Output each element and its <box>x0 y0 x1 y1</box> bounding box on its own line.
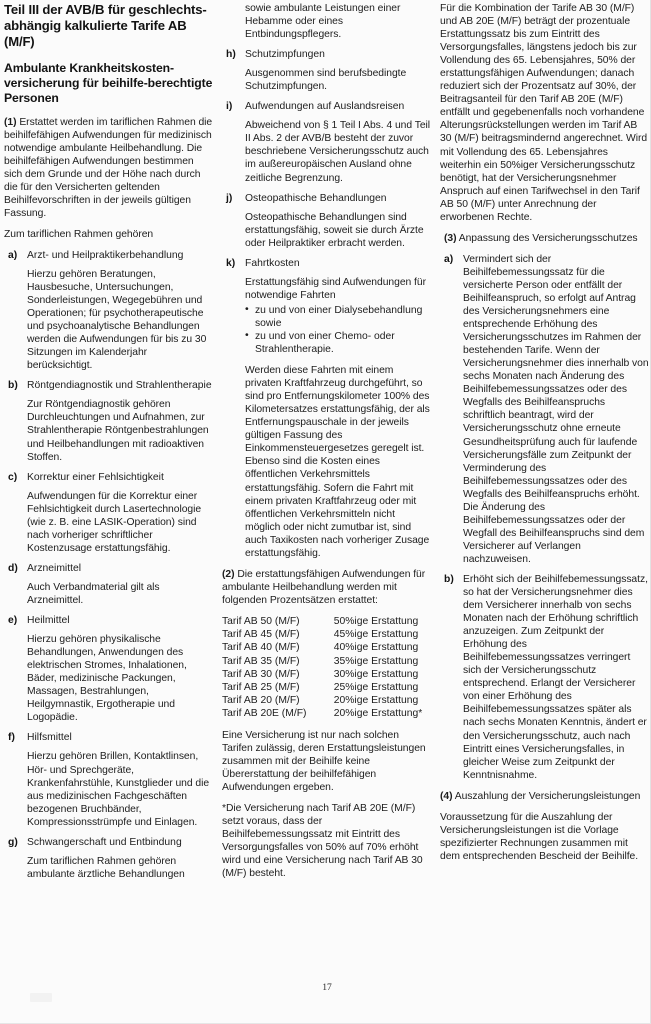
table-row <box>222 615 431 628</box>
tariff-rate: 25%ige Erstattung <box>333 681 419 693</box>
list-item-body: Hierzu gehören Beratungen, Hausbesuche, Untersuchungen, Sonderleistungen, Wegegebühren und Operationen; für psychotherapeutische und psychoanalytische Behandlungen werden die Aufwendungen für bis zu 30 Sitzungen im Kalenderjahr berücksichtigt. <box>27 268 207 372</box>
column-three <box>440 2 650 888</box>
list-item <box>4 249 213 372</box>
page-content-area <box>4 2 650 1002</box>
tariff-name: Tarif AB 20 (M/F) <box>222 695 300 707</box>
list-marker: g) <box>8 836 18 848</box>
tariff-rate: 45%ige Erstattung <box>333 629 419 641</box>
tariff-name: Tarif AB 45 (M/F) <box>222 629 300 641</box>
three-column-layout <box>4 2 650 888</box>
list-marker: i) <box>226 101 233 113</box>
list-item-heading: Fahrtkosten <box>245 257 300 269</box>
list-item: • zu und von einer Dialysebehandlung sowie <box>245 304 431 330</box>
list-marker: k) <box>226 257 236 269</box>
paragraph-4-text: Auszahlung der Versicherungsleistungen <box>452 790 641 802</box>
page-title: Teil III der AVB/B für geschlechts-abhängig kalkulierte Tarife AB (M/F) <box>4 2 207 50</box>
list-item-heading: Aufwendungen auf Auslandsreisen <box>245 101 405 113</box>
tariff-rate: 40%ige Erstattung <box>333 642 419 654</box>
tariff-rate: 35%ige Erstattung <box>333 655 419 667</box>
list-item-heading: Arzt- und Heilpraktikerbehandlung <box>27 249 184 261</box>
list-item <box>4 562 213 607</box>
page-number: 17 <box>322 982 332 993</box>
column-two <box>222 2 431 888</box>
faint-artifact-mark <box>30 993 52 1002</box>
list-marker: a) <box>444 253 454 265</box>
list-item <box>4 836 213 881</box>
list-item-heading: Osteopathische Behandlungen <box>245 192 387 204</box>
list-item-body: Osteopathische Behandlungen sind erstattungsfähig, soweit sie durch Ärzte oder Heilpraktiker erbracht werden. <box>245 211 424 249</box>
tariff-scope-intro: Zum tariflichen Rahmen gehören <box>4 228 154 240</box>
table-row <box>222 628 431 641</box>
list-marker: h) <box>226 49 236 61</box>
list-item <box>222 48 431 93</box>
list-item-heading: Schwangerschaft und Entbindung <box>27 836 182 848</box>
fahrtkosten-bullet-list <box>245 304 431 356</box>
paragraph-4 <box>440 790 650 803</box>
paragraph-1-text: Erstattet werden im tariflichen Rahmen die beihilfefähigen Aufwendungen für medizinisch notwendige ambulante Heilbehandlung. Die beihilfefähigen Aufwendungen bestimmen sich dem Grunde und der Höhe nach durch die für den Versicherten geltenden Beihilfevorschriften in der jeweils gültigen Fassung. <box>4 116 213 219</box>
list-item-body: Auch Verbandmaterial gilt als Arzneimittel. <box>27 581 160 606</box>
tariff-rate: 20%ige Erstattung <box>333 695 419 707</box>
list-item <box>222 100 431 184</box>
tariff-name: Tarif AB 30 (M/F) <box>222 668 300 680</box>
table-row <box>222 694 431 707</box>
fahrtkosten-detail-text: Werden diese Fahrten mit einem privaten Kraftfahrzeug durchgeführt, so sind pro Entfernungskilometer 100% des Kilometersatzes erstattungsfähig, der als Entfernungspauschale in der jeweils gültigen Fassung des Einkommensteuergesetzes geregelt ist. Ebenso sind die Kosten eines öffentlichen Verkehrsmittels erstattungsfähig. Sofern die Fahrt mit einem privaten Kraftfahrzeug oder mit öffentlichen Verkehrsmitteln nicht möglich oder nicht zumutbar ist, sind auch Taxikosten nach vorheriger Zusage erstattungsfähig. <box>245 365 430 559</box>
list-item <box>222 192 431 250</box>
tariff-name: Tarif AB 40 (M/F) <box>222 642 300 654</box>
list-item <box>440 253 650 566</box>
footnote-text: *Die Versicherung nach Tarif AB 20E (M/F) setzt voraus, dass der Beihilfebemessungssatz mit Eintritt des Versorgungsfalles von 50% auf 70% erhöht wird und eine Versicherung nach Tarif AB 30 (M/F) besteht. <box>222 802 423 880</box>
paragraph-3 <box>440 232 650 245</box>
list-item <box>4 614 213 724</box>
table-row <box>222 707 431 720</box>
paragraph-2-text: Die erstattungsfähigen Aufwendungen für ambulante Heilbehandlung werden mit folgenden Prozentsätzen erstattet: <box>222 568 426 606</box>
list-item-body: Abweichend von § 1 Teil I Abs. 4 und Teil II Abs. 2 der AVB/B besteht der zuvor beschriebene Versicherungsschutz auch im außereuropäischen Ausland ohne zeitliche Begrenzung. <box>245 120 431 184</box>
tariff-combination-text: Für die Kombination der Tarife AB 30 (M/F) und AB 20E (M/F) beträgt der prozentuale Erstattungssatz bis zum Eintritt des Versorgungsfalles, längstens jedoch bis zur Vollendung des 65. Lebensjahres, 50% der erstattungsfähigen Aufwendungen; danach reduziert sich der Prozentsatz auf 30%, der Beitragsanteil für den Tarif AB 20E (M/F) entfällt und gegebenenfalls noch vorhandene Alterungsrückstellungen werden im Tarif AB 30 (M/F) beitragsmindernd angerechnet. Wird mit Vollendung des 65. Lebensjahres weiterhin ein 50%iger Versicherungsschutz benötigt, hat der Versicherungsnehmer Anspruch auf einen Tarifwechsel in den Tarif AB 50 (M/F) unter Anrechnung der erworbenen Rechte. <box>440 3 648 223</box>
paragraph-3-number: (3) <box>444 232 457 244</box>
continuation-block <box>222 2 431 41</box>
list-marker: c) <box>8 471 18 483</box>
list-item <box>222 257 431 560</box>
list-item-body: Aufwendungen für die Korrektur einer Fehlsichtigkeit durch Lasertechnologie (wie z. B. eine LASIK-Operation) sind nach vorheriger schriftlicher Kostenzusage erstattungsfähig. <box>27 490 202 554</box>
list-item-body: Hierzu gehören Brillen, Kontaktlinsen, Hör- und Sprechgeräte, Krankenfahrstühle, Kunstglieder und die aus medizinischen Fachgeschäften bezogenen Bruchbänder, Kompressionsstrümpfe und Einlagen. <box>27 751 210 828</box>
list-marker: e) <box>8 615 18 627</box>
continuation-text: sowie ambulante Leistungen einer Hebamme oder eines Entbindungspflegers. <box>245 3 401 41</box>
list-item-heading: Hilfsmittel <box>27 732 72 744</box>
list-item-body: Zur Röntgendiagnostik gehören Durchleuchtungen und Aufnahmen, zur Strahlentherapie Röntgenbestrahlungen und Heilbehandlungen mit radioaktiven Stoffen. <box>27 399 209 463</box>
table-row <box>222 641 431 654</box>
list-item-heading: Korrektur einer Fehlsichtigkeit <box>27 471 164 483</box>
list-item-heading: Röntgendiagnostik und Strahlentherapie <box>27 380 212 392</box>
list-item-heading: Arzneimittel <box>27 562 82 574</box>
column-one <box>4 2 213 888</box>
paragraph-2-number: (2) <box>222 568 235 580</box>
tariff-rate: 50%ige Erstattung <box>333 615 419 627</box>
tariff-name: Tarif AB 35 (M/F) <box>222 655 300 667</box>
list-marker: j) <box>226 192 233 204</box>
table-row <box>222 668 431 681</box>
list-item <box>4 379 213 463</box>
list-item <box>4 731 213 828</box>
list-marker: b) <box>8 380 18 392</box>
list-item-body: Erhöht sich der Beihilfebemessungssatz, so hat der Versicherungsnehmer dies dem Versicherer innerhalb von sechs Monaten nach der Erhöhung schriftlich anzuzeigen. Zum Zeitpunkt der Erhöhung des Beihilfebemessungssatzes verringert sich der Versicherungsschutz entsprechend. Erlangt der Versicherer von einer Erhöhung des Beihilfebemessungssatzes später als nach sechs Monaten Kenntnis, ändert er den Versicherungsschutz, auch nach Eintritt eines Versicherungsfalles, in gleicher Weise zum Zeitpunkt der Kenntnisnahme. <box>463 573 648 781</box>
tariff-name: Tarif AB 50 (M/F) <box>222 615 300 627</box>
tariff-rate: 30%ige Erstattung <box>333 668 419 680</box>
list-marker: a) <box>8 249 18 261</box>
tariff-name: Tarif AB 25 (M/F) <box>222 681 300 693</box>
list-item-heading: Schutzimpfungen <box>245 49 325 61</box>
list-item-body: Hierzu gehören physikalische Behandlungen, Anwendungen des elektrischen Stromes, Inhalationen, Bäder, medizinische Packungen, Massagen, Bestrahlungen, Heilgymnastik, Ergotherapie und Logopädie. <box>27 634 187 724</box>
list-item-body: Ausgenommen sind berufsbedingte Schutzimpfungen. <box>245 68 407 93</box>
paragraph-2 <box>222 568 431 607</box>
paragraph-1 <box>4 116 213 220</box>
list-item-body: Zum tariflichen Rahmen gehören ambulante ärztliche Behandlungen <box>27 855 185 880</box>
tariff-rate-table <box>222 615 431 721</box>
page-subtitle: Ambulante Krankheitskosten-versicherung für beihilfe-berechtigte Personen <box>4 60 213 106</box>
closing-text: Voraussetzung für die Auszahlung der Versicherungsleistungen ist die Vorlage spezifizierter Rechnungen zusammen mit dem entsprechenden Bescheid der Beihilfe. <box>440 811 639 862</box>
list-marker: d) <box>8 562 18 574</box>
list-item-heading: Heilmittel <box>27 615 70 627</box>
paragraph-4-number: (4) <box>440 790 453 802</box>
tariff-rate: 20%ige Erstattung* <box>333 708 423 720</box>
list-item-body: Vermindert sich der Beihilfebemessungssatz für die versicherte Person oder entfällt der Beihilfeanspruch, so erfolgt auf Antrag des Versicherungsnehmers eine entsprechende Erhöhung des Versicherungsschutzes im Rahmen der bestehenden Tarife. Wenn der Versicherungsnehmer dies innerhalb von sechs Monaten nach Änderung des Beihilfebemessungssatzes oder des Wegfalls des Beihilfeanspruchs schriftlich beantragt, wird der Versicherungsschutz ohne erneute Gesundheitsprüfung auch für laufende Versicherungsfälle zum Zeitpunkt der Verminderung des Beihilfebemessungssatzes oder des Wegfalls des Beihilfeanspruchs erhöht. Die Änderung des Beihilfebemessungssatzes oder der Wegfall des Beihilfeanspruchs sind dem Versicherer auf Verlangen nachzuweisen. <box>463 253 649 565</box>
paragraph-3-text: Anpassung des Versicherungsschutzes <box>456 232 638 244</box>
post-table-text: Eine Versicherung ist nur nach solchen Tarifen zulässig, deren Erstattungsleistungen zusammen mit der Beihilfe keine Übererstattung der beihilfefähigen Aufwendungen ergeben. <box>222 729 426 793</box>
list-item: • zu und von einer Chemo- oder Strahlentherapie. <box>245 330 431 356</box>
list-item-body: Erstattungsfähig sind Aufwendungen für notwendige Fahrten <box>245 276 426 301</box>
tariff-name: Tarif AB 20E (M/F) <box>222 708 307 720</box>
list-marker: f) <box>8 732 15 744</box>
list-item <box>4 471 213 555</box>
table-row <box>222 681 431 694</box>
list-item <box>440 573 650 782</box>
list-marker: b) <box>444 573 454 585</box>
paragraph-1-number: (1) <box>4 116 17 128</box>
table-row <box>222 655 431 668</box>
